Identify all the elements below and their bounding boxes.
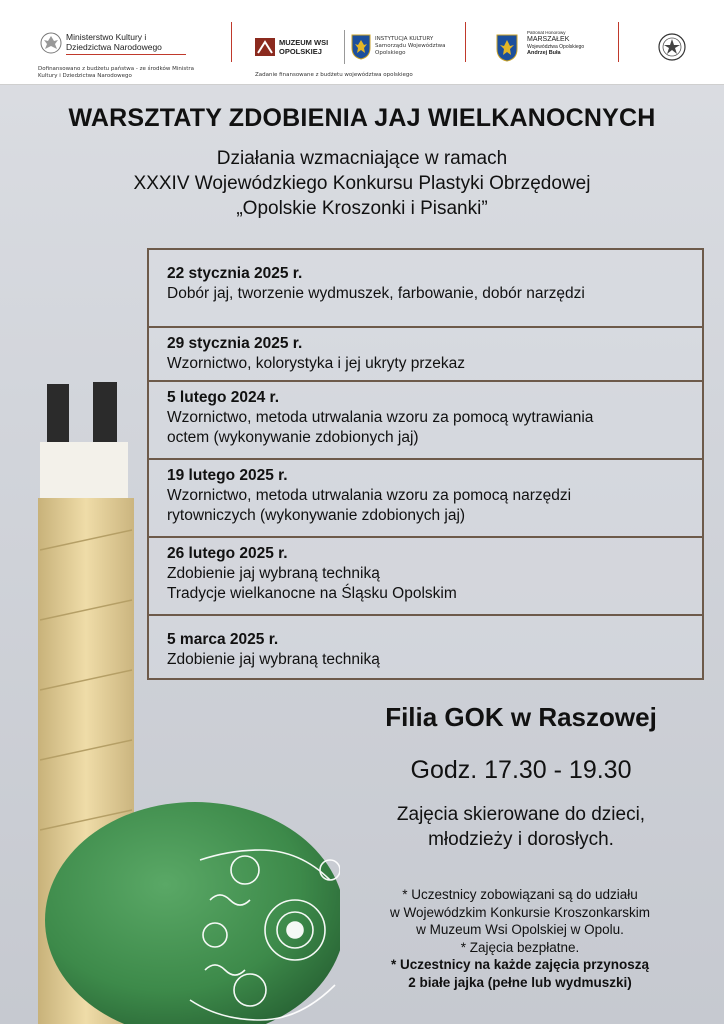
subtitle-line: Działania wzmacniające w ramach [216, 148, 508, 169]
logo-divider [231, 22, 232, 62]
subtitle-line: XXXIV Wojewódzkiego Konkursu Plastyki Obrzędowej [133, 173, 591, 194]
museum-separator [344, 30, 345, 64]
sponsor-logo-bar [0, 0, 724, 85]
schedule-description: rytowniczych (wykonywanie zdobionych jaj) [167, 507, 466, 524]
schedule-description: Zdobienie jaj wybraną techniką [167, 565, 380, 582]
museum-name: MUZEUM WSI OPOLSKIEJ [279, 38, 329, 56]
page-subtitle [0, 146, 724, 221]
workshop-schedule [147, 248, 704, 680]
schedule-description: Zdobienie jaj wybraną techniką [167, 651, 380, 668]
schedule-row [149, 538, 702, 616]
note-line: * Uczestnicy zobowiązani są do udziału [402, 887, 638, 902]
seal-icon [658, 33, 686, 61]
institution-note: INSTYTUCJA KULTURY Samorządu Województwa Opolskiego [375, 36, 446, 56]
target-audience [356, 802, 686, 852]
page-title: WARSZTATY ZDOBIENIA JAJ WIELKANOCNYCH [68, 104, 656, 132]
note-line: * Zajęcia bezpłatne. [460, 939, 580, 955]
schedule-date: 5 marca 2025 r. [167, 631, 279, 648]
note-line: w Muzeum Wsi Opolskiej w Opolu. [416, 922, 624, 937]
schedule-description: Tradycje wielkanocne na Śląsku Opolskim [167, 585, 457, 602]
schedule-row [149, 460, 702, 538]
logo-divider [618, 22, 619, 62]
note-line: 2 białe jajka (pełne lub wydmuszki) [408, 974, 632, 990]
schedule-description: Dobór jaj, tworzenie wydmuszek, farbowanie, dobór narzędzi [167, 285, 585, 302]
opening-hours: Godz. 17.30 - 19.30 [410, 756, 632, 784]
note-line: * Uczestnicy na każde zajęcia przynoszą [390, 957, 650, 972]
ministry-name: Ministerstwo Kultury i Dziedzictwa Narodowego [66, 32, 162, 52]
schedule-row [149, 616, 702, 678]
schedule-description: Wzornictwo, metoda utrwalania wzoru za pomocą wytrawiania [167, 409, 594, 426]
opole-coat-of-arms-icon [351, 34, 371, 60]
schedule-date: 19 lutego 2025 r. [167, 467, 288, 484]
schedule-description: Wzornictwo, kolorystyka i jej ukryty przekaz [167, 355, 466, 372]
marshal-name: Andrzej Buła [527, 50, 561, 56]
marshal-title: MARSZAŁEK [527, 36, 570, 43]
schedule-date: 29 stycznia 2025 r. [167, 335, 303, 352]
schedule-description: Wzornictwo, metoda utrwalania wzoru za pomocą narzędzi [167, 487, 572, 504]
schedule-date: 26 lutego 2025 r. [167, 545, 288, 562]
logo-divider [465, 22, 466, 62]
schedule-row [149, 382, 702, 460]
patronage-label: Patronat Honorowy [527, 30, 566, 35]
marshal-region: Województwa Opolskiego [527, 44, 585, 50]
region-funding-note: Zadanie finansowane z budżetu województwa opolskiego [255, 72, 413, 78]
subtitle-line: „Opolskie Kroszonki i Pisanki” [236, 198, 488, 219]
opole-coat-of-arms-icon [496, 34, 518, 62]
audience-line: młodzieży i dorosłych. [428, 829, 614, 850]
museum-logo-block [255, 0, 460, 84]
schedule-description: octem (wykonywanie zdobionych jaj) [167, 429, 419, 446]
ministry-logo-block [38, 0, 228, 84]
schedule-row [149, 328, 702, 382]
note-line: w Wojewódzkim Konkursie Kroszonkarskim [389, 904, 651, 920]
marshal-logo-block [496, 0, 621, 84]
ministry-divider [66, 54, 186, 55]
schedule-date: 5 lutego 2024 r. [167, 389, 279, 406]
schedule-row [149, 250, 702, 328]
marshal-text [527, 30, 617, 57]
schedule-date: 22 stycznia 2025 r. [167, 265, 303, 282]
museum-logo-icon [255, 38, 275, 56]
eagle-emblem-icon [40, 32, 62, 54]
ministry-funding-note: Dofinansowano z budżetu państwa - ze środków Ministra Kultury i Dziedzictwa Narodowego [38, 66, 195, 79]
audience-line: Zajęcia skierowane do dzieci, [396, 804, 646, 825]
participant-notes [340, 886, 700, 991]
venue-name: Filia GOK w Raszowej [385, 702, 657, 732]
